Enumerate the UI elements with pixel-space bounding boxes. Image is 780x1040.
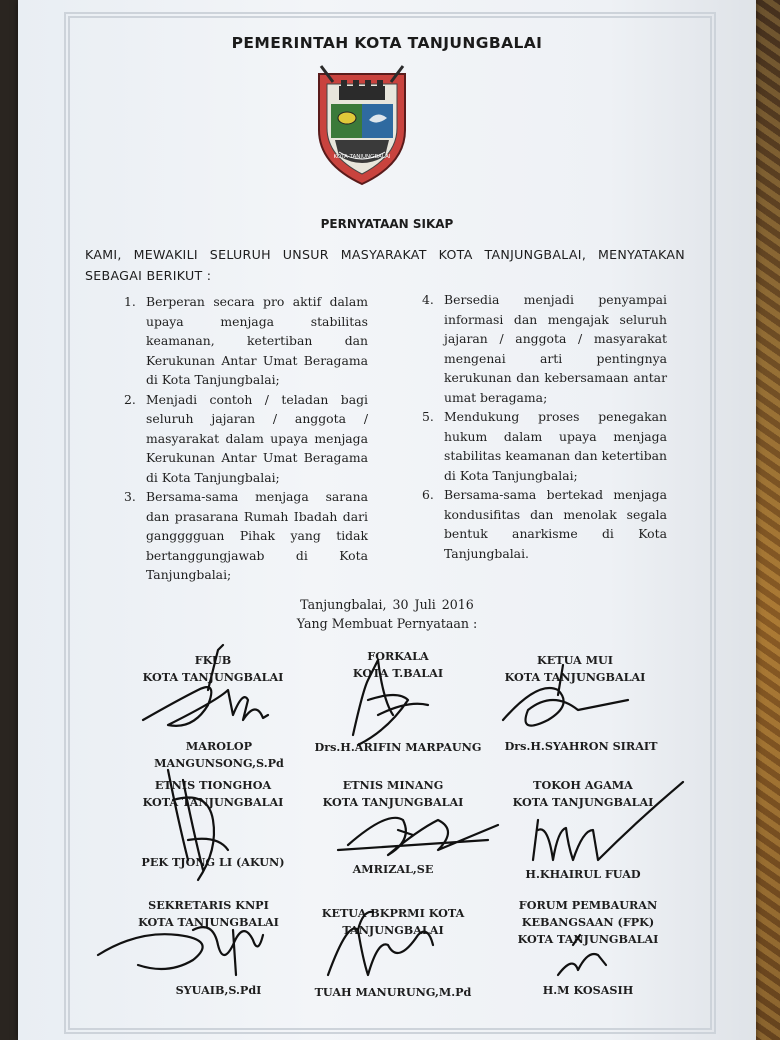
- item-text: Mendukung proses penegakan hukum dalam upaya menjaga stabilitas keamanan dan ketertiban di Kota Tanjungbalai;: [444, 409, 667, 483]
- signatory-org: TANJUNGBALAI: [342, 923, 444, 937]
- signatory-org: FKUB: [194, 653, 232, 667]
- signatory-org: KOTA T.BALAI: [352, 666, 444, 680]
- signatory-name: AMRIZAL,SE: [352, 862, 434, 876]
- signatory-org: KETUA BKPRMI KOTA: [321, 906, 465, 920]
- signatory-org: SEKRETARIS KNPI: [148, 898, 269, 912]
- signatory-org: KOTA TANJUNGBALAI: [504, 670, 646, 684]
- signatory-org: KOTA TANJUNGBALAI: [138, 915, 279, 929]
- item-text: Bersama-sama menjaga sarana dan prasarana Rumah Ibadah dari gangggguan Pihak yang tidak bertanggungjawab di Kota Tanjungbalai;: [146, 489, 368, 582]
- signatory-name: H.KHAIRUL FUAD: [525, 867, 641, 881]
- signatory-name: SYUAIB,S.PdI: [175, 983, 262, 997]
- handwritten-signatures: [18, 0, 756, 1040]
- statement-intro: KAMI, MEWAKILI SELURUH UNSUR MASYARAKAT KOTA TANJUNGBALAI, MENYATAKAN SEBAGAI BERIKUT :: [85, 247, 685, 283]
- signatory-org: KOTA TANJUNGBALAI: [142, 670, 284, 684]
- signatory-org: FORKALA: [367, 649, 429, 663]
- signatory-org: TOKOH AGAMA: [533, 778, 633, 792]
- signatory-name: PEK TJONG LI (AKUN): [141, 855, 285, 869]
- item-text: Berperan secara pro aktif dalam upaya menjaga stabilitas keamanan, ketertiban dan Kerukunan Antar Umat Beragama di Kota Tanjungbalai;: [146, 294, 368, 387]
- signatory-org: KETUA MUI: [537, 653, 613, 667]
- emblem-text: KOTA TANJUNGBALAI: [333, 154, 391, 160]
- signatory-org: KOTA TANJUNGBALAI: [142, 795, 284, 809]
- government-heading: PEMERINTAH KOTA TANJUNGBALAI: [231, 34, 543, 52]
- place-date: Tanjungbalai, 30 Juli 2016: [300, 597, 474, 612]
- item-number: 6.: [422, 487, 434, 502]
- signatory-org: KOTA TANJUNGBALAI: [512, 795, 654, 809]
- signatory-org: KEBANGSAAN (FPK): [521, 915, 655, 929]
- signatory-name: Drs.H.SYAHRON SIRAIT: [504, 739, 658, 753]
- signatory-org: KOTA TANJUNGBALAI: [322, 795, 464, 809]
- statement-maker: Yang Membuat Pernyataan :: [296, 616, 478, 631]
- item-number: 4.: [422, 292, 434, 307]
- item-number: 1.: [124, 294, 136, 309]
- signatory-org: KOTA TANJUNGBALAI: [517, 932, 659, 946]
- statement-title: PERNYATAAN SIKAP: [320, 217, 454, 231]
- item-number: 5.: [422, 409, 434, 424]
- signatory-name: TUAH MANURUNG,M.Pd: [314, 985, 472, 999]
- signatory-name: Drs.H.ARIFIN MARPAUNG: [314, 740, 482, 754]
- item-text: Bersama-sama bertekad menjaga kondusifitas dan menolak segala bentuk anarkisme di Kota Tanjungbalai.: [444, 487, 667, 561]
- item-number: 3.: [124, 489, 136, 504]
- item-text: Menjadi contoh / teladan bagi seluruh jajaran / anggota / masyarakat dalam upaya menjaga Kerukunan Antar Umat Beragama di Kota Tanjungbalai;: [146, 391, 368, 485]
- signatory-name: MAROLOP MANGUNSONG,S.Pd: [154, 739, 284, 770]
- signatory-org: ETNIS TIONGHOA: [154, 778, 272, 792]
- item-text: Bersedia menjadi penyampai informasi dan mengajak seluruh jajaran / anggota / masyarakat mengenai arti pentingnya kerukunan dan kebersamaan antar umat beragama;: [444, 292, 667, 405]
- signatory-name: H.M KOSASIH: [542, 983, 634, 997]
- signatory-org: ETNIS MINANG: [342, 778, 444, 792]
- signatory-org: FORUM PEMBAURAN: [518, 898, 658, 912]
- document-sheet: [18, 0, 756, 1040]
- item-number: 2.: [124, 391, 136, 407]
